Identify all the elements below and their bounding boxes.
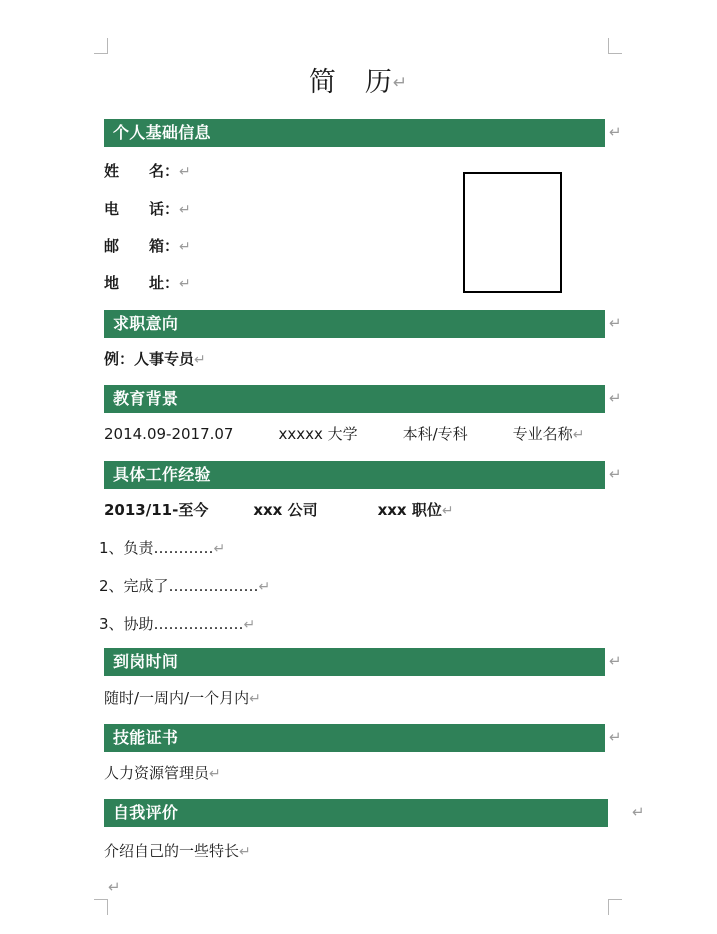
work-duty-item-3-text: 3、协助……………… xyxy=(99,615,244,633)
field-email-label: 邮 箱： xyxy=(104,237,180,255)
field-email xyxy=(104,236,191,257)
photo-placeholder-box[interactable] xyxy=(463,172,562,293)
field-address xyxy=(104,273,191,294)
section-heading-work-experience xyxy=(104,461,605,489)
page-title-text: 简 历 xyxy=(308,67,393,98)
certificate-item-1 xyxy=(104,763,221,784)
paragraph-mark-icon: ↵ xyxy=(609,315,622,332)
work-duty-item-2-text: 2、完成了……………… xyxy=(99,577,259,595)
paragraph-mark-icon: ↵ xyxy=(179,164,191,180)
section-heading-self-evaluation xyxy=(104,799,608,827)
paragraph-mark-icon: ↵ xyxy=(179,276,191,292)
paragraph-mark-icon: ↵ xyxy=(108,878,121,896)
field-phone xyxy=(104,199,191,220)
job-objective-example-text: 例：人事专员 xyxy=(104,350,195,368)
section-heading-job-objective xyxy=(104,310,605,338)
self-evaluation-text xyxy=(104,841,251,862)
self-evaluation-body: 介绍自己的一些特长 xyxy=(104,842,240,860)
paragraph-mark-icon: ↵ xyxy=(213,541,226,557)
section-heading-label: 具体工作经验 xyxy=(113,465,211,484)
crop-mark-bottom-left xyxy=(94,899,108,915)
work-duty-item-1-text: 1、负责………… xyxy=(99,539,214,557)
paragraph-mark-icon: ↵ xyxy=(243,617,256,633)
paragraph-mark-icon: ↵ xyxy=(239,844,251,860)
work-duty-item-2 xyxy=(99,576,270,597)
paragraph-mark-icon: ↵ xyxy=(609,124,622,141)
education-row xyxy=(104,424,584,445)
paragraph-mark-icon: ↵ xyxy=(632,804,645,821)
paragraph-mark-icon: ↵ xyxy=(179,202,191,218)
paragraph-mark-icon: ↵ xyxy=(609,653,622,670)
paragraph-mark-icon: ↵ xyxy=(249,691,261,707)
availability-options xyxy=(104,688,261,709)
section-heading-availability xyxy=(104,648,605,676)
section-heading-label: 自我评价 xyxy=(113,803,179,822)
paragraph-mark-icon: ↵ xyxy=(209,766,221,782)
paragraph-mark-icon: ↵ xyxy=(609,390,622,407)
paragraph-mark-icon: ↵ xyxy=(441,503,454,519)
education-row-text: 2014.09-2017.07 xxxxx 大学 本科/专科 专业名称 xyxy=(104,425,573,443)
work-duty-item-1 xyxy=(99,538,225,559)
field-name xyxy=(104,161,191,182)
field-address-label: 地 址： xyxy=(104,274,180,292)
work-experience-header-text: 2013/11-至今 xxx 公司 xxx 职位 xyxy=(104,501,442,519)
page-title xyxy=(0,66,717,100)
work-experience-header xyxy=(104,500,454,521)
field-name-label: 姓 名： xyxy=(104,162,180,180)
section-heading-label: 求职意向 xyxy=(113,314,179,333)
paragraph-mark-icon: ↵ xyxy=(258,579,271,595)
section-heading-education-background xyxy=(104,385,605,413)
job-objective-example xyxy=(104,349,206,370)
crop-mark-top-left xyxy=(94,38,108,54)
crop-mark-bottom-right xyxy=(608,899,622,915)
field-phone-label: 电 话： xyxy=(104,200,180,218)
section-heading-label: 个人基础信息 xyxy=(113,123,211,142)
section-heading-personal-basic-info xyxy=(104,119,605,147)
work-duty-item-3 xyxy=(99,614,255,635)
section-heading-label: 到岗时间 xyxy=(113,652,179,671)
paragraph-mark-icon: ↵ xyxy=(194,352,206,368)
section-heading-certificates xyxy=(104,724,605,752)
paragraph-mark-icon: ↵ xyxy=(179,239,191,255)
section-heading-label: 教育背景 xyxy=(113,389,179,408)
availability-options-text: 随时/一周内/一个月内 xyxy=(104,689,250,707)
section-heading-label: 技能证书 xyxy=(113,728,179,747)
paragraph-mark-icon: ↵ xyxy=(392,73,409,93)
crop-mark-top-right xyxy=(608,38,622,54)
paragraph-mark-icon: ↵ xyxy=(572,427,585,443)
certificate-item-1-text: 人力资源管理员 xyxy=(104,764,210,782)
paragraph-mark-icon: ↵ xyxy=(609,729,622,746)
paragraph-mark-icon: ↵ xyxy=(609,466,622,483)
